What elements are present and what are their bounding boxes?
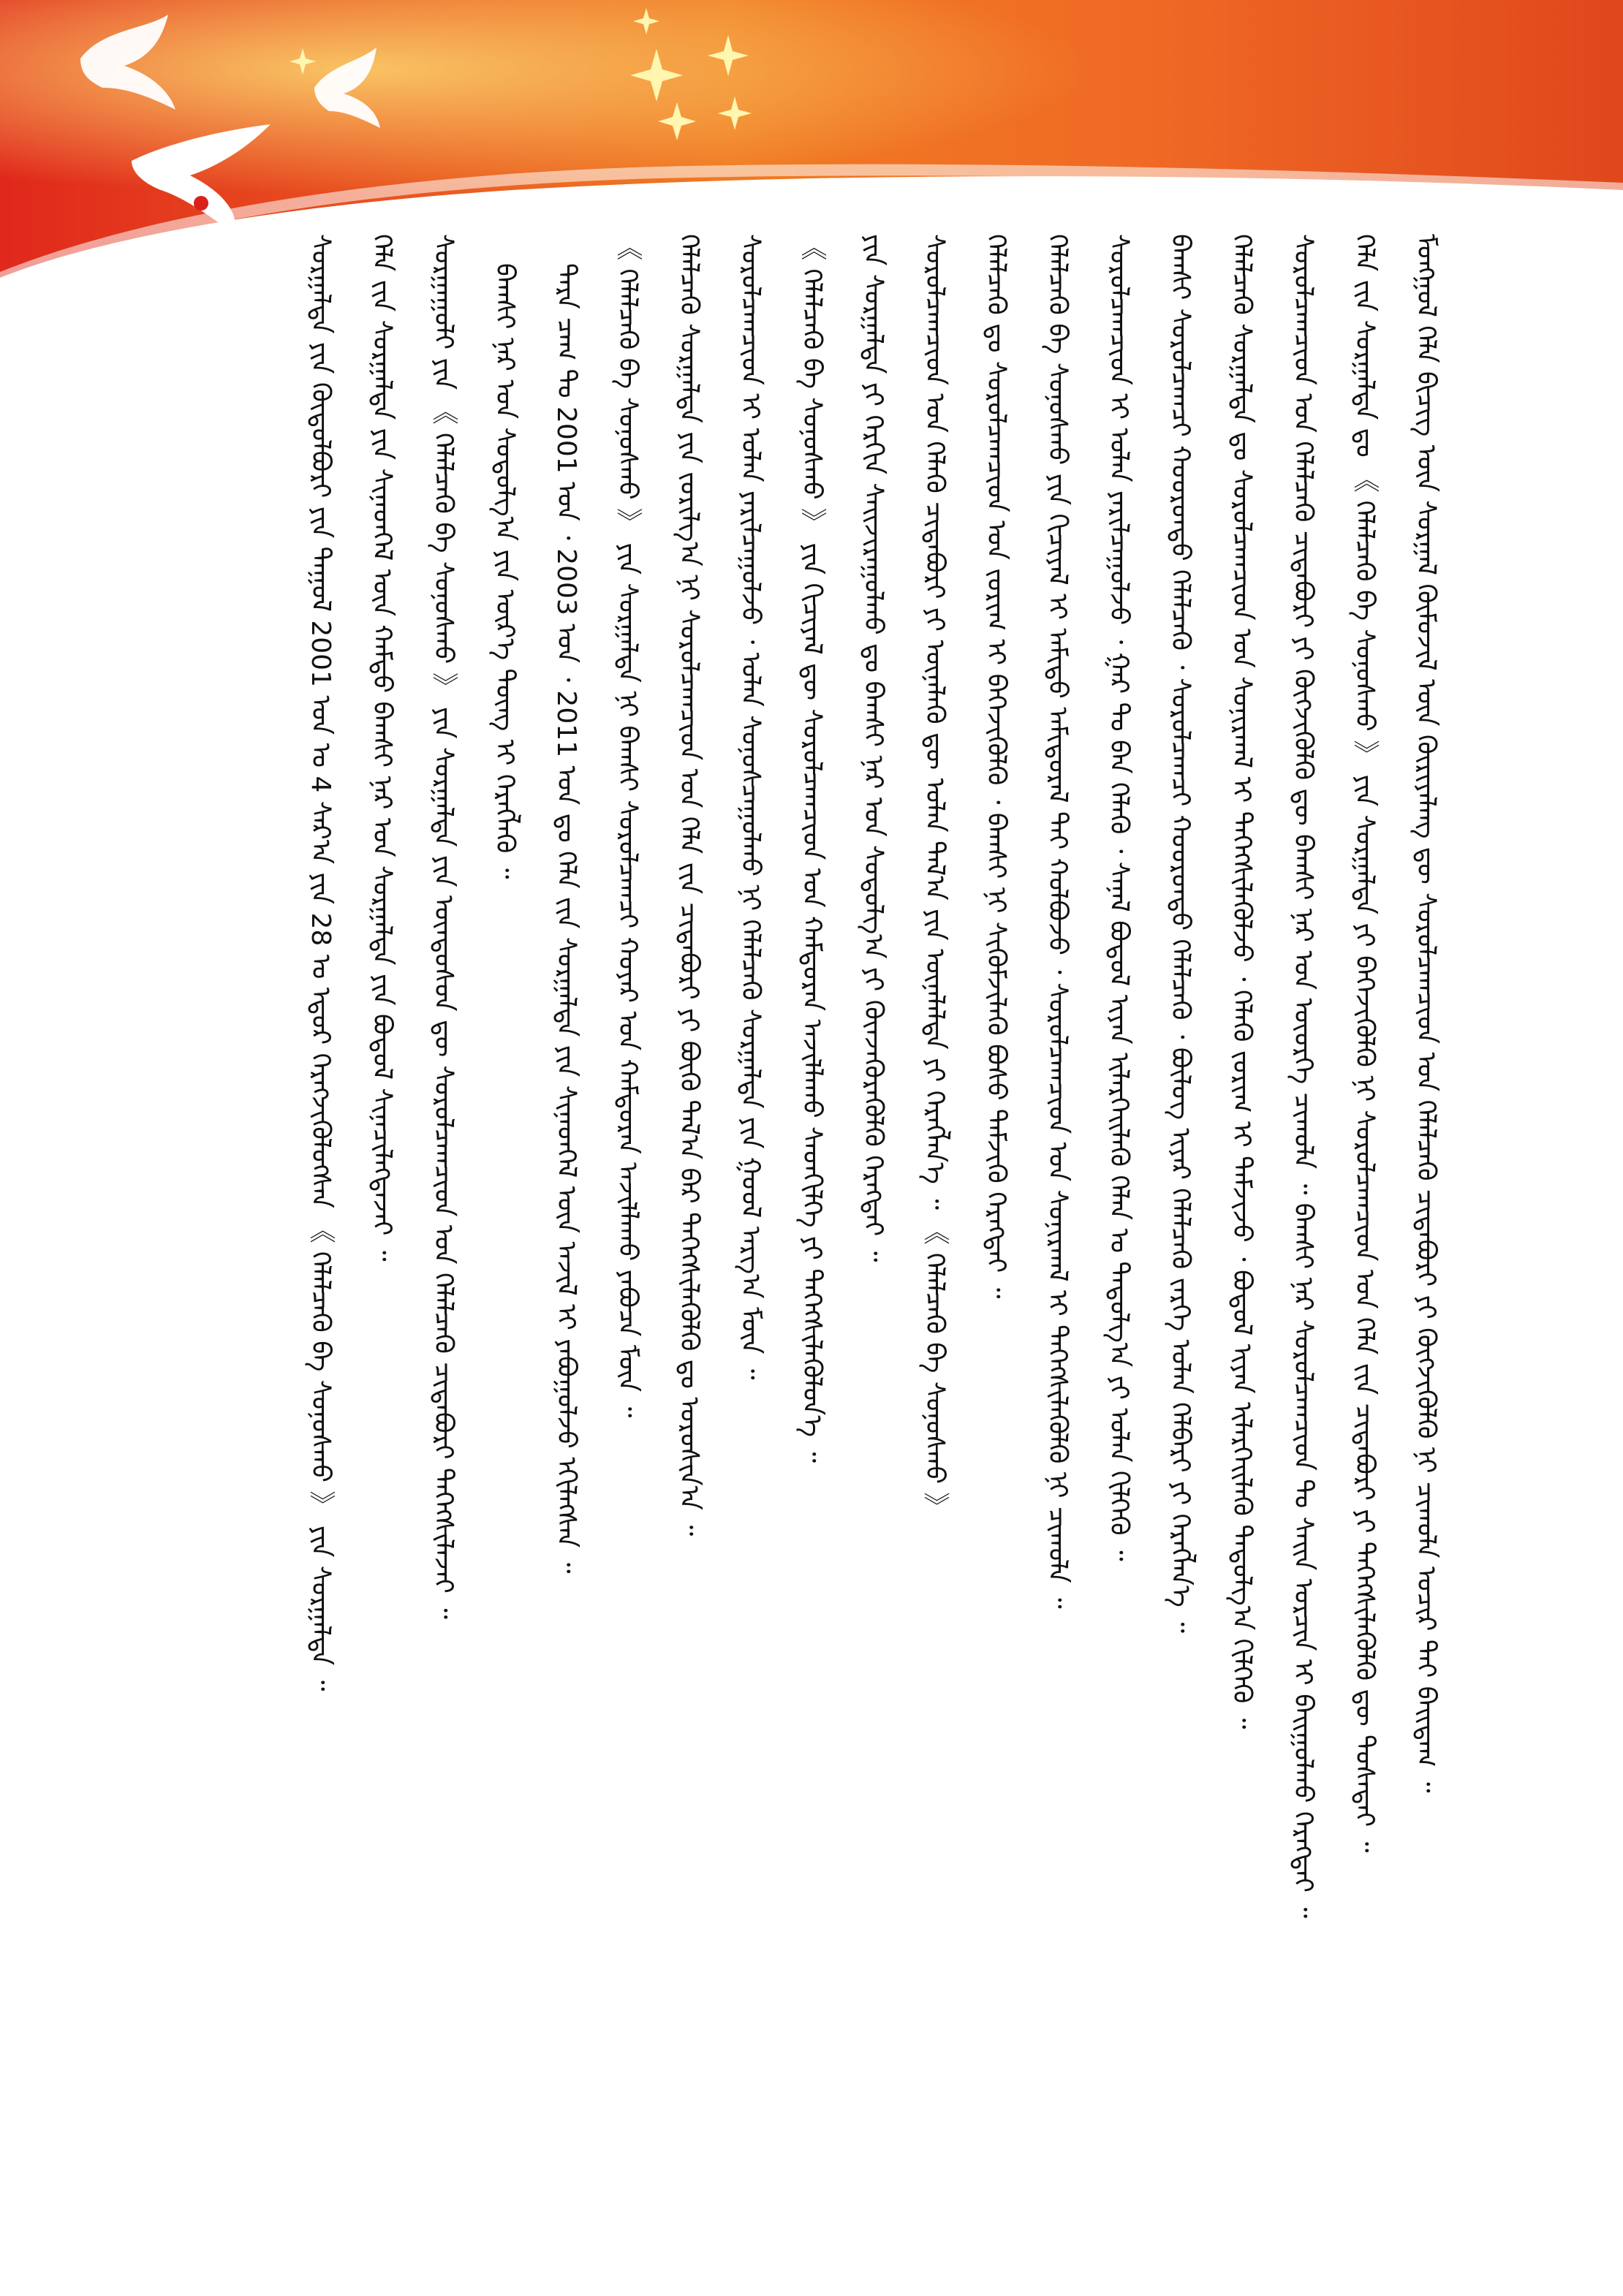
text-column: ᠰᠤᠷᠤᠯᠴᠠᠭᠴᠢᠳ ᠤᠨ ᠬᠡᠯᠡᠯᠴᠡᠬᠦ ᠴᠢᠳᠠᠪᠤᠷᠢ ᠶᠢ ᠬᠥᠭᠵᠢᠭᠦᠯᠬᠦ ᠳᠦ ᠪᠠᠭᠰᠢ ᠨᠠᠷ ᠤᠨ ᠦᠦᠷᠭᠡ ᠴᠢᠬᠤᠯᠠ ᠃ ᠪᠠᠭᠰᠢ ᠨᠠᠷ ᠰᠤᠷᠤᠯᠴᠠᠭᠴᠢᠳ ᠲᠤ ᠰᠠᠢᠨ ᠣᠷᠴᠢᠨ ᠢ ᠪᠠᠢᠭᠤᠯᠬᠤ ᠬᠡᠷᠡᠭᠲᠡᠢ ᠃ — [1288, 234, 1318, 1919]
text-column: ᠬᠡᠯᠡᠯᠴᠡᠬᠦ ᠳᠤ ᠰᠤᠷᠤᠯᠴᠠᠭᠴᠢᠳ ᠤᠨ ᠵᠣᠷᠢᠭ ᠢ ᠪᠡᠬᠡᠵᠢᠭᠦᠯᠬᠦ ᠂ ᠪᠠᠭᠰᠢ ᠨᠢ ᠰᠢᠭᠦᠮᠵᠢᠯᠡᠬᠦ ᠪᠤᠰᠤ ᠳᠡᠮᠵᠢᠬᠦ ᠬᠡᠷᠡᠭᠲᠡᠢ ᠃ — [981, 234, 1011, 1299]
text-column: ᠪᠠᠭᠰᠢ ᠨᠠᠷ ᠤᠨ ᠰᠤᠳᠤᠯᠭ᠎ᠠ ᠶᠢᠨ ᠦᠷ᠎ᠡ ᠳᠦᠩ ᠢ ᠬᠡᠷᠡᠭᠯᠡᠬᠦ ᠃ — [490, 263, 520, 879]
text-column: ᠬᠡᠯᠡ ᠵᠢᠨ ᠰᠤᠷᠭᠠᠯᠲᠠ ᠶᠢᠨ ᠰᠢᠨᠡᠳᠬᠡᠯ ᠦᠨ ᠬᠠᠮᠲᠤ ᠪᠠᠭᠰᠢ ᠨᠠᠷ ᠤᠨ ᠰᠤᠷᠭᠠᠯᠲᠠ ᠶᠢᠨ ᠪᠣᠳᠣᠯ ᠰᠢᠨᠡᠴᠢᠯᠡᠭᠳᠡᠵᠡᠢ ᠃ — [367, 234, 397, 1262]
text-column: 《 ᠬᠡᠯᠡᠯᠴᠡᠬᠦ ᠪᠠ ᠰᠣᠨᠣᠰᠬᠤ 》 ᠶᠢᠨ ᠬᠢᠴᠢᠶᠡᠯ ᠳᠦ ᠰᠤᠷᠤᠯᠴᠠᠭᠴᠢᠳ ᠤᠨ ᠬᠠᠮᠲᠤᠷᠠᠨ ᠠᠵᠢᠯᠯᠠᠬᠤ ᠰᠡᠳᠬᠢᠯᠭᠡ ᠶᠢ ᠳᠡᠭᠡᠭᠰᠢᠯᠡᠭᠦᠯᠦᠨ᠎ᠡ ᠃ — [797, 234, 827, 1463]
text-column: ᠪᠠᠭᠰᠢ ᠰᠤᠷᠤᠯᠴᠠᠭᠴᠢ ᠬᠣᠣᠷᠣᠨᠳᠣ ᠬᠡᠯᠡᠯᠴᠡᠬᠦ ᠂ ᠰᠤᠷᠤᠯᠴᠠᠭᠴᠢ ᠬᠣᠣᠷᠣᠨᠳᠣ ᠬᠡᠯᠡᠯᠴᠡᠬᠦ ᠂ ᠪᠦᠯᠦᠭ ᠢᠶᠡᠷ ᠬᠡᠯᠡᠯᠴᠡᠬᠦ ᠵᠡᠷᠭᠡ ᠣᠯᠠᠨ ᠬᠡᠯᠪᠡᠷᠢ ᠶᠢ ᠬᠡᠷᠡᠭᠯᠡᠨ᠎ᠡ ᠃ — [1165, 234, 1195, 1633]
text-column: ᠰᠤᠷᠭᠠᠭᠤᠯᠢ ᠶᠢᠨ 《 ᠬᠡᠯᠡᠯᠴᠡᠬᠦ ᠪᠠ ᠰᠣᠨᠣᠰᠬᠤ 》 ᠶᠢᠨ ᠰᠤᠷᠭᠠᠯᠲᠠ ᠶᠢᠨ ᠦᠨᠳᠦᠰᠦᠨ ᠳᠦ ᠰᠤᠷᠤᠯᠴᠠᠭᠴᠢᠳ ᠤᠨ ᠬᠡᠯᠡᠯᠴᠡᠬᠦ ᠴᠢᠳᠠᠪᠤᠷᠢ ᠳᠡᠭᠡᠭᠰᠢᠯᠡᠵᠡᠢ ᠃ — [428, 234, 458, 1619]
text-column: ᠬᠡᠯᠡᠯᠴᠡᠬᠦ ᠰᠤᠷᠭᠠᠯᠲᠠ ᠶᠢᠨ ᠵᠣᠷᠢᠯᠭ᠎ᠠ ᠨᠢ ᠰᠤᠷᠤᠯᠴᠠᠭᠴᠢᠳ ᠤᠨ ᠬᠡᠯᠡ ᠵᠢᠨ ᠴᠢᠳᠠᠪᠤᠷᠢ ᠶᠢ ᠪᠦᠬᠦ ᠲᠠᠯ᠎ᠠ ᠪᠡᠷ ᠳᠡᠭᠡᠭᠰᠢᠯᠡᠭᠦᠯᠬᠦ ᠳᠤ ᠣᠷᠣᠰᠢᠨ᠎ᠠ ᠃ — [674, 234, 704, 1537]
text-column: ᠰᠤᠷᠤᠯᠴᠠᠭᠴᠢᠳ ᠢ ᠣᠯᠠᠨ ᠶᠠᠷᠢᠯᠴᠠᠭᠤᠯᠵᠤ ᠂ ᠣᠯᠠᠨ ᠰᠣᠨᠣᠰᠴᠠᠭᠤᠯᠬᠤ ᠨᠢ ᠬᠡᠯᠡᠯᠴᠡᠬᠦ ᠰᠤᠷᠭᠠᠯᠲᠠ ᠶᠢᠨ ᠭᠣᠣᠯ ᠠᠷᠭ᠎ᠠ ᠮᠥᠨ ᠃ — [735, 234, 765, 1380]
text-column: 《 ᠬᠡᠯᠡᠯᠴᠡᠬᠦ ᠪᠠ ᠰᠣᠨᠣᠰᠬᠤ 》 ᠶᠢᠨ ᠰᠤᠷᠭᠠᠯᠲᠠ ᠨᠢ ᠪᠠᠭᠰᠢ ᠰᠤᠷᠤᠯᠴᠠᠭᠴᠢ ᠬᠣᠶᠠᠷ ᠤᠨ ᠬᠠᠮᠲᠤᠷᠠᠨ ᠠᠵᠢᠯᠯᠠᠬᠤ ᠶᠠᠪᠤᠴᠠ ᠮᠥᠨ ᠃ — [613, 234, 643, 1418]
text-column: ᠰᠤᠷᠭᠠᠯᠲᠠ ᠶᠢᠨ ᠬᠥᠲᠦᠯᠪᠦᠷᠢ ᠶᠢᠨ ᠳᠠᠭᠤᠯ 2001 ᠣᠨ ᠤ 4 ᠰᠠᠷ᠎ᠠ ᠶᠢᠨ 28 ᠤ ᠡᠳᠦᠷ ᠬᠡᠷᠡᠭᠵᠢᠭᠦᠯᠦᠭᠰᠡᠨ 《 ᠬᠡᠯᠡᠯᠴᠡᠬᠦ ᠪᠠ ᠰᠣᠨᠣᠰᠬᠤ 》 ᠶᠢᠨ ᠰᠤᠷᠭᠠᠯᠲᠠ ᠃ — [306, 234, 336, 1691]
text-column: ᠲᠡᠷᠡ ᠴᠠᠭ ᠲᠤ 2001 ᠣᠨ ᠂ 2003 ᠣᠨ ᠂ 2011 ᠣᠨ ᠳᠤ ᠬᠡᠯᠡ ᠵᠢᠨ ᠰᠤᠷᠭᠠᠯᠲᠠ ᠶᠢᠨ ᠰᠢᠨᠡᠳᠬᠡᠯ ᠦᠨ ᠠᠵᠢᠯ ᠢ ᠶᠠᠪᠤᠭᠤᠯᠵᠤ ᠡᠬᠢᠯᠡᠭᠰᠡᠨ ᠃ — [551, 263, 581, 1574]
text-column: ᠶᠢᠨ ᠰᠤᠷᠭᠠᠯᠲᠠ ᠶᠢ ᠬᠡᠷᠬᠢᠨ ᠰᠠᠢᠵᠢᠷᠠᠭᠤᠯᠬᠤ ᠳᠤ ᠪᠠᠭᠰᠢ ᠨᠠᠷ ᠤᠨ ᠰᠤᠳᠤᠯᠭ᠎ᠠ ᠶᠢ ᠭᠦᠨᠵᠡᠭᠦᠷᠡᠭᠦᠯᠬᠦ ᠬᠡᠷᠡᠭᠲᠡᠢ ᠃ — [858, 234, 888, 1262]
mongolian-text-body — [234, 219, 1448, 2091]
text-column: ᠬᠡᠯᠡᠯᠴᠡᠬᠦ ᠪᠠ ᠰᠣᠨᠣᠰᠬᠤ ᠶᠢᠨ ᠬᠢᠴᠢᠶᠡᠯ ᠢ ᠠᠮᠢᠳᠤ ᠠᠮᠢᠳᠤᠷᠠᠯ ᠲᠠᠢ ᠬᠣᠯᠪᠣᠵᠤ ᠂ ᠰᠤᠷᠤᠯᠴᠠᠭᠴᠢᠳ ᠤᠨ ᠰᠣᠨᠢᠷᠬᠠᠯ ᠢ ᠳᠡᠭᠡᠭᠰᠢᠯᠡᠭᠦᠯᠬᠦ ᠨᠢ ᠴᠢᠬᠤᠯᠠ ᠃ — [1043, 234, 1072, 1609]
text-column: ᠰᠤᠷᠤᠯᠴᠠᠭᠴᠢᠳ ᠢ ᠣᠯᠠᠨ ᠶᠠᠷᠢᠯᠴᠠᠭᠤᠯᠵᠤ ᠂ ᠭᠠᠷ ᠲᠤ ᠪᠠᠨ ᠬᠡᠯᠡᠬᠦ ᠂ ᠰᠠᠨᠠᠯ ᠪᠣᠳᠣᠯ ᠢᠶᠠᠨ ᠢᠯᠡᠷᠬᠡᠢᠯᠡᠬᠦ ᠬᠡᠯᠡᠨ ᠤ ᠳᠠᠳᠤᠯᠭ᠎ᠠ ᠶᠢ ᠣᠯᠠᠨ ᠬᠢᠯᠭᠡᠬᠦ ᠃ — [1104, 234, 1134, 1561]
text-column: ᠮᠣᠩᠭᠣᠯ ᠬᠡᠯᠡ ᠪᠢᠴᠢᠭ ᠦᠨ ᠰᠤᠷᠭᠠᠯ ᠬᠦᠮᠦᠵᠢᠯ ᠦᠨ ᠬᠦᠷᠢᠶᠡᠯᠡᠩ ᠳᠦ ᠰᠤᠷᠤᠯᠴᠠᠭᠴᠢᠳ ᠤᠨ ᠬᠡᠯᠡᠯᠴᠡᠬᠦ ᠴᠢᠳᠠᠪᠤᠷᠢ ᠶᠢ ᠬᠥᠭᠵᠢᠭᠦᠯᠬᠦ ᠨᠢ ᠴᠢᠬᠤᠯᠠ ᠤᠴᠢᠷ ᠲᠠᠢ ᠪᠠᠢᠳᠠᠭ ᠃ — [1411, 234, 1441, 1793]
text-column: ᠰᠤᠷᠤᠯᠴᠠᠭᠴᠢᠳ ᠤᠨ ᠬᠡᠯᠡᠬᠦ ᠴᠢᠳᠠᠪᠤᠷᠢ ᠶᠢ ᠦᠨᠡᠯᠡᠬᠦ ᠳᠦ ᠣᠯᠠᠨ ᠲᠠᠯ᠎ᠠ ᠶᠢᠨ ᠦᠨᠡᠯᠡᠯᠲᠡ ᠶᠢ ᠬᠡᠷᠡᠭᠯᠡᠨ᠎ᠡ ᠃ 《 ᠬᠡᠯᠡᠯᠴᠡᠬᠦ ᠪᠠ ᠰᠣᠨᠣᠰᠬᠤ 》 — [920, 234, 950, 1519]
text-column: ᠬᠡᠯᠡ ᠵᠢᠨ ᠰᠤᠷᠭᠠᠯᠲᠠ ᠳᠤ 《 ᠬᠡᠯᠡᠯᠴᠡᠬᠦ ᠪᠠ ᠰᠣᠨᠣᠰᠬᠤ 》 ᠶᠢᠨ ᠰᠤᠷᠭᠠᠯᠲᠠ ᠶᠢ ᠪᠡᠬᠡᠵᠢᠭᠦᠯᠬᠦ ᠨᠢ ᠰᠤᠷᠤᠯᠴᠠᠭᠴᠢᠳ ᠤᠨ ᠬᠡᠯᠡ ᠵᠢᠨ ᠴᠢᠳᠠᠪᠤᠷᠢ ᠶᠢ ᠳᠡᠭᠡᠭᠰᠢᠯᠡᠭᠦᠯᠬᠦ ᠳᠦ ᠲᠤᠰᠠᠲᠠᠢ ᠃ — [1350, 234, 1380, 1853]
text-column: ᠬᠡᠯᠡᠯᠴᠡᠬᠦ ᠰᠤᠷᠭᠠᠯᠲᠠ ᠳᠤ ᠰᠤᠷᠤᠯᠴᠠᠭᠴᠢᠳ ᠤᠨ ᠰᠣᠨᠢᠷᠬᠠᠯ ᠢ ᠳᠡᠭᠡᠭᠰᠢᠯᠡᠭᠦᠯᠵᠦ ᠂ ᠬᠡᠯᠡᠬᠦ ᠵᠣᠷᠢᠭ ᠢ ᠳᠡᠮᠵᠢᠵᠦ ᠂ ᠪᠣᠳᠣᠯ ᠢᠶᠠᠨ ᠢᠯᠡᠷᠬᠡᠢᠯᠡᠬᠦ ᠳᠠᠳᠤᠯᠭ᠎ᠠ ᠬᠢᠯᠭᠡᠬᠦ ᠃ — [1227, 234, 1257, 1729]
